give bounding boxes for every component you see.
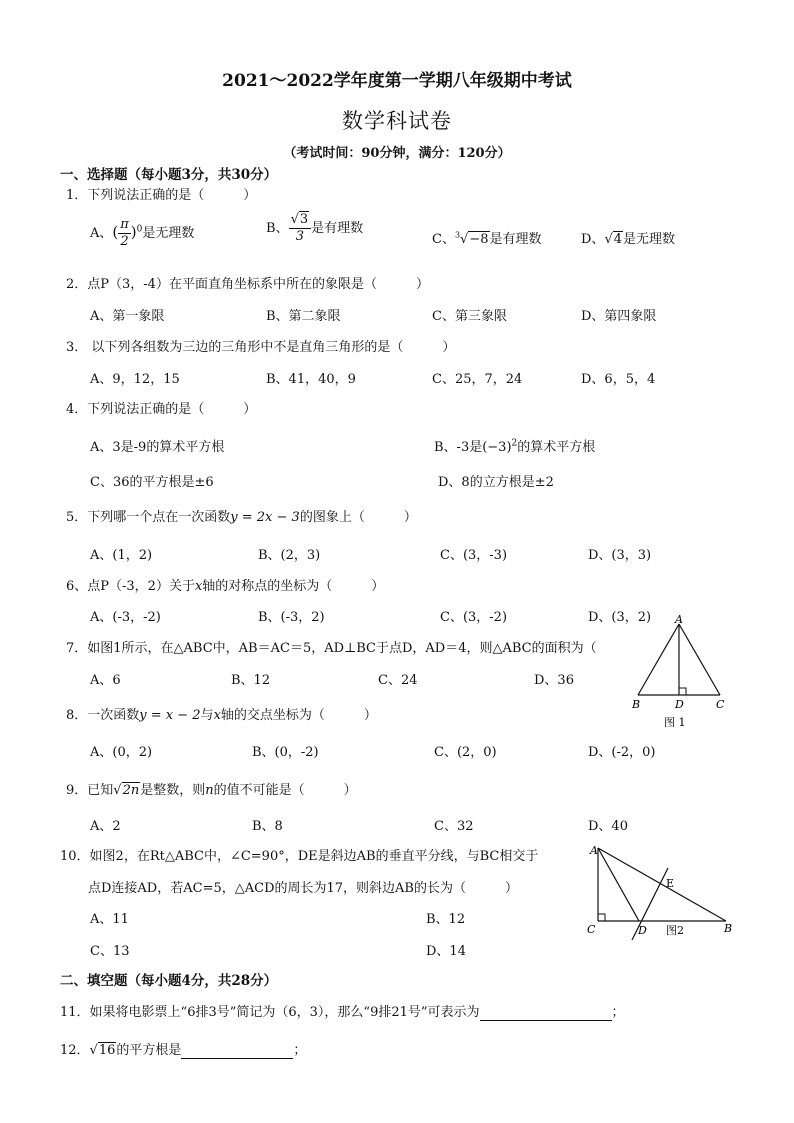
question-10-option-a: A、11 xyxy=(90,912,129,927)
stem-text-tail: ； xyxy=(293,1043,307,1058)
question-5-option-c: C、(3，-3) xyxy=(440,548,508,563)
figure-1-label-d: D xyxy=(675,698,684,711)
figure-2-label-d: D xyxy=(638,924,647,937)
stem-text-tail: 的值不可能是（ ） xyxy=(213,783,357,798)
fraction-denominator: 2 xyxy=(120,234,129,249)
question-4-option-c: C、36的平方根是±6 xyxy=(90,475,214,490)
question-4-option-d: D、8的立方根是±2 xyxy=(438,475,554,490)
question-11-stem xyxy=(60,1001,625,1021)
math-expression: (−3) xyxy=(482,440,512,455)
option-text: B、-3是 xyxy=(434,440,483,455)
stem-text: 11．如果将电影票上“6排3号”简记为（6，3），那么“9排21号”可表示为 xyxy=(60,1005,480,1020)
stem-text-tail: 的图象上（ ） xyxy=(299,510,417,525)
function-expression: y = 2x − 3 xyxy=(230,510,300,525)
question-9-stem: 9．已知√2n是整数，则n的值不可能是（ ） xyxy=(66,783,357,798)
question-3-option-b: B、41，40，9 xyxy=(266,372,356,387)
question-6-option-b: B、(-3，2) xyxy=(258,610,325,625)
radicand: 3 xyxy=(299,212,309,227)
stem-text: 8．一次函数 xyxy=(66,708,140,723)
question-10-option-d: D、14 xyxy=(426,944,466,959)
option-text: 是无理数 xyxy=(623,232,676,247)
figure-2-label-e: E xyxy=(666,877,675,890)
question-3-option-c: C、25，7，24 xyxy=(432,372,523,387)
question-9-option-c: C、32 xyxy=(434,819,474,834)
question-9-option-b: B、8 xyxy=(252,819,283,834)
answer-blank[interactable] xyxy=(181,1043,293,1059)
option-text: 是有理数 xyxy=(489,232,542,247)
figure-1-label-c: C xyxy=(716,698,725,711)
question-2-stem: 2．点P（3，-4）在平面直角坐标系中所在的象限是（ ） xyxy=(66,277,429,292)
stem-text-tail: 轴的对称点的坐标为（ ） xyxy=(202,579,385,594)
figure-2-label-b: B xyxy=(724,922,733,935)
stem-text: 5．下列哪一个点在一次函数 xyxy=(66,510,231,525)
radicand: −8 xyxy=(469,232,489,247)
variable: n xyxy=(205,783,214,798)
function-expression: y = x − 2 xyxy=(139,708,201,723)
option-text: 是有理数 xyxy=(311,221,364,236)
figure-2-label-a: A xyxy=(590,844,598,857)
radicand: 2n xyxy=(122,783,140,798)
question-3-stem: 3． 以下列各组数为三边的三角形中不是直角三角形的是（ ） xyxy=(66,340,456,355)
question-2-option-d: D、第四象限 xyxy=(581,309,657,324)
question-6-option-d: D、(3，2) xyxy=(588,610,652,625)
question-6-option-a: A、(-3，-2) xyxy=(90,610,161,625)
question-3-option-d: D、6，5，4 xyxy=(581,372,656,387)
question-7-stem: 7．如图1所示，在△ABC中，AB＝AC＝5，AD⊥BC于点D，AD＝4，则△ABC的面积为（ xyxy=(66,641,597,656)
question-7-option-b: B、12 xyxy=(231,673,271,688)
question-4-stem: 4．下列说法正确的是（ ） xyxy=(66,402,257,417)
question-5-option-a: A、(1，2) xyxy=(90,548,153,563)
figure-2-caption: 图2 xyxy=(666,924,684,937)
radicand: 4 xyxy=(613,232,623,247)
question-5-stem xyxy=(66,506,417,525)
stem-text-tail: ； xyxy=(611,1005,625,1020)
exponent: 0 xyxy=(136,224,143,235)
root-index: 3 xyxy=(454,230,461,240)
question-1-stem: 1．下列说法正确的是（ ） xyxy=(66,188,257,203)
question-7-option-d: D、36 xyxy=(534,673,574,688)
figure-1-label-a: A xyxy=(675,613,683,626)
exam-title: 2021～2022学年度第一学期八年级期中考试 xyxy=(222,71,572,91)
radicand: 16 xyxy=(98,1043,116,1058)
stem-text: 9．已知 xyxy=(66,783,114,798)
answer-blank[interactable] xyxy=(480,1005,612,1021)
question-6-stem xyxy=(66,575,384,594)
stem-text-mid: 是整数，则 xyxy=(140,783,206,798)
question-10-option-c: C、13 xyxy=(90,944,130,959)
question-8-stem xyxy=(66,704,377,723)
exponent: 2 xyxy=(511,438,518,449)
question-4-option-a: A、3是-9的算术平方根 xyxy=(90,440,225,455)
question-7-option-c: C、24 xyxy=(378,673,418,688)
question-4-option-b xyxy=(434,436,595,455)
option-label: B、 xyxy=(266,221,289,236)
figure-1-caption: 图 1 xyxy=(664,716,686,729)
question-10-option-b: B、12 xyxy=(426,912,466,927)
option-text: 是无理数 xyxy=(142,226,195,241)
question-number: 12． xyxy=(60,1043,90,1058)
question-1-option-d: D、√4是无理数 xyxy=(581,232,676,247)
variable: x xyxy=(194,579,203,594)
section-heading-choice: 一、选择题（每小题3分，共30分） xyxy=(60,167,278,183)
question-6-option-c: C、(3，-2) xyxy=(440,610,508,625)
fraction-numerator: π xyxy=(120,217,129,232)
exam-subtitle: 数学科试卷 xyxy=(342,109,452,133)
question-1-option-b: B、 $\frac{√3}{3}$ 是有理数 xyxy=(266,212,364,244)
question-10-stem-line2: 点D连接AD，若AC=5，△ACD的周长为17，则斜边AB的长为（ ） xyxy=(88,881,518,896)
figure-2-label-c: C xyxy=(587,923,596,936)
question-5-option-d: D、(3，3) xyxy=(588,548,652,563)
figure-1-triangle xyxy=(628,612,734,734)
option-label: D、 xyxy=(581,232,605,247)
question-3-option-a: A、9，12，15 xyxy=(90,372,180,387)
question-8-option-d: D、(-2，0) xyxy=(588,745,656,760)
variable: x xyxy=(213,708,221,723)
question-2-option-b: B、第二象限 xyxy=(266,309,341,324)
question-8-option-b: B、(0，-2) xyxy=(252,745,319,760)
option-text-tail: 的算术平方根 xyxy=(517,440,596,455)
question-2-option-c: C、第三象限 xyxy=(432,309,507,324)
exam-info: （考试时间：90分钟，满分：120分） xyxy=(283,146,511,161)
section-heading-fill-in: 二、填空题（每小题4分，共28分） xyxy=(60,973,278,989)
stem-text-tail: 轴的交点坐标为（ ） xyxy=(220,708,377,723)
stem-text: 的平方根是 xyxy=(116,1043,182,1058)
question-2-option-a: A、第一象限 xyxy=(90,309,165,324)
question-12-stem: 12．√16的平方根是 ； xyxy=(60,1043,307,1058)
stem-text-mid: 与 xyxy=(200,708,214,723)
figure-1-label-b: B xyxy=(632,698,641,711)
question-1-option-a: A、( $\frac{\pi}{2}$ )$^0$是无理数 xyxy=(90,217,195,249)
option-label: A、 xyxy=(90,226,113,241)
question-10-stem-line1: 10．如图2，在Rt△ABC中，∠C=90°，DE是斜边AB的垂直平分线，与BC相交于 xyxy=(60,849,539,864)
question-8-option-a: A、(0，2) xyxy=(90,745,153,760)
question-7-option-a: A、6 xyxy=(90,673,121,688)
question-8-option-c: C、(2，0) xyxy=(434,745,497,760)
fraction-denominator: 3 xyxy=(295,229,304,244)
question-5-option-b: B、(2，3) xyxy=(258,548,321,563)
option-label: C、 xyxy=(432,232,455,247)
question-1-option-c: C、$^3$√−8是有理数 xyxy=(432,230,542,247)
question-9-option-a: A、2 xyxy=(90,819,121,834)
stem-text: 6、点P（-3，2）关于 xyxy=(66,579,195,594)
question-9-option-d: D、40 xyxy=(588,819,628,834)
figure-2-right-triangle xyxy=(584,836,740,946)
